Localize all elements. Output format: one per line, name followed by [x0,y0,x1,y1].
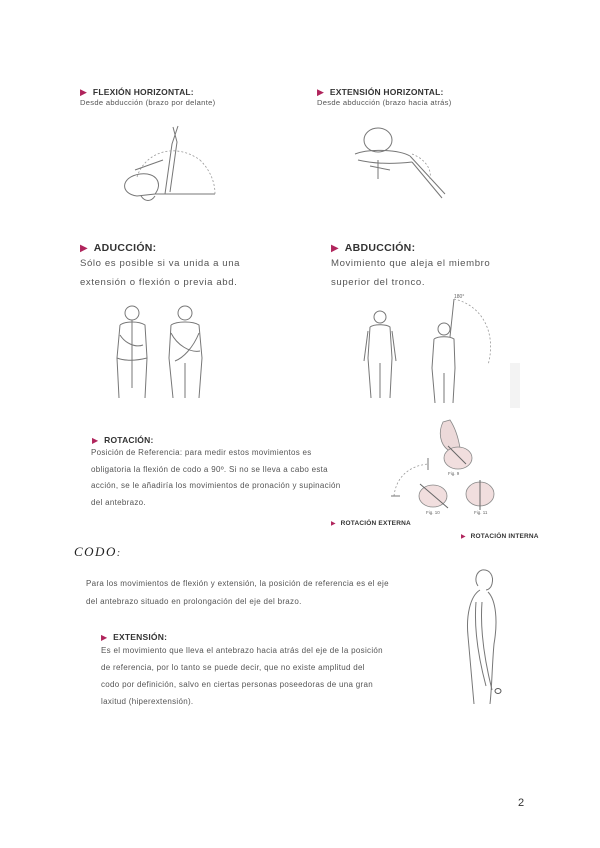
flexion-horizontal-figure [115,122,220,207]
aduccion-heading: ▶ ADUCCIÓN: [80,242,157,254]
aduccion-text: Sólo es posible si va unida a una extensión o flexión o previa abd. [80,258,241,288]
extension-horizontal-figure [350,124,450,204]
triangle-bullet-icon: ▶ [331,521,336,527]
triangle-bullet-icon: ▶ [331,243,339,254]
page-number: 2 [518,797,525,809]
codo-intro: Para los movimientos de flexión y extensión, la posición de referencia es el eje del antebrazo situado en prolongación del eje del brazo. [86,579,389,606]
extension-horizontal-text: Desde abducción (brazo hacia atrás) [317,98,452,107]
rotacion-externa-label: ▶ ROTACIÓN EXTERNA [331,520,411,527]
fig-label-9: Fig. 9 [448,471,460,476]
abduccion-angle-label: 180° [454,294,465,300]
rotacion-heading: ▶ ROTACIÓN: [92,435,154,445]
triangle-bullet-icon: ▶ [317,87,324,97]
triangle-bullet-icon: ▶ [461,534,466,540]
codo-extension-heading: ▶ EXTENSIÓN: [101,632,168,642]
flexion-horizontal-text: Desde abducción (brazo por delante) [80,98,216,107]
codo-title: CODO: [74,544,122,559]
fig-label-10: Fig. 10 [426,510,440,515]
abduccion-text: Movimiento que aleja el miembro superior del tronco. [331,258,491,288]
codo-figure [452,566,512,708]
flexion-horizontal-heading: ▶ FLEXIÓN HORIZONTAL: [80,87,194,97]
triangle-bullet-icon: ▶ [101,633,108,642]
rotacion-figure [388,418,508,524]
triangle-bullet-icon: ▶ [80,243,88,254]
triangle-bullet-icon: ▶ [80,87,87,97]
abduccion-figure [362,293,522,408]
triangle-bullet-icon: ▶ [92,436,99,445]
abduccion-heading: ▶ ABDUCCIÓN: [331,242,416,254]
fig-label-11: Fig. 11 [474,510,488,515]
aduccion-figure [105,303,217,403]
codo-extension-text: Es el movimiento que lleva el antebrazo hacia atrás del eje de la posición de referencia, por lo tanto se puede decir, que no existe amplitud del codo por definición, salvo en ciertas personas poseedoras de una gran laxitud (hiperextensión). [101,646,383,706]
rotacion-text: Posición de Referencia: para medir estos movimientos es obligatoria la flexión de codo a 90º. Si no se lleva a cabo esta acción, se le añadiría los movimientos de pronación y supinación del antebrazo. [91,448,341,507]
extension-horizontal-heading: ▶ EXTENSIÓN HORIZONTAL: [317,87,444,97]
rotacion-interna-label: ▶ ROTACIÓN INTERNA [461,533,539,540]
